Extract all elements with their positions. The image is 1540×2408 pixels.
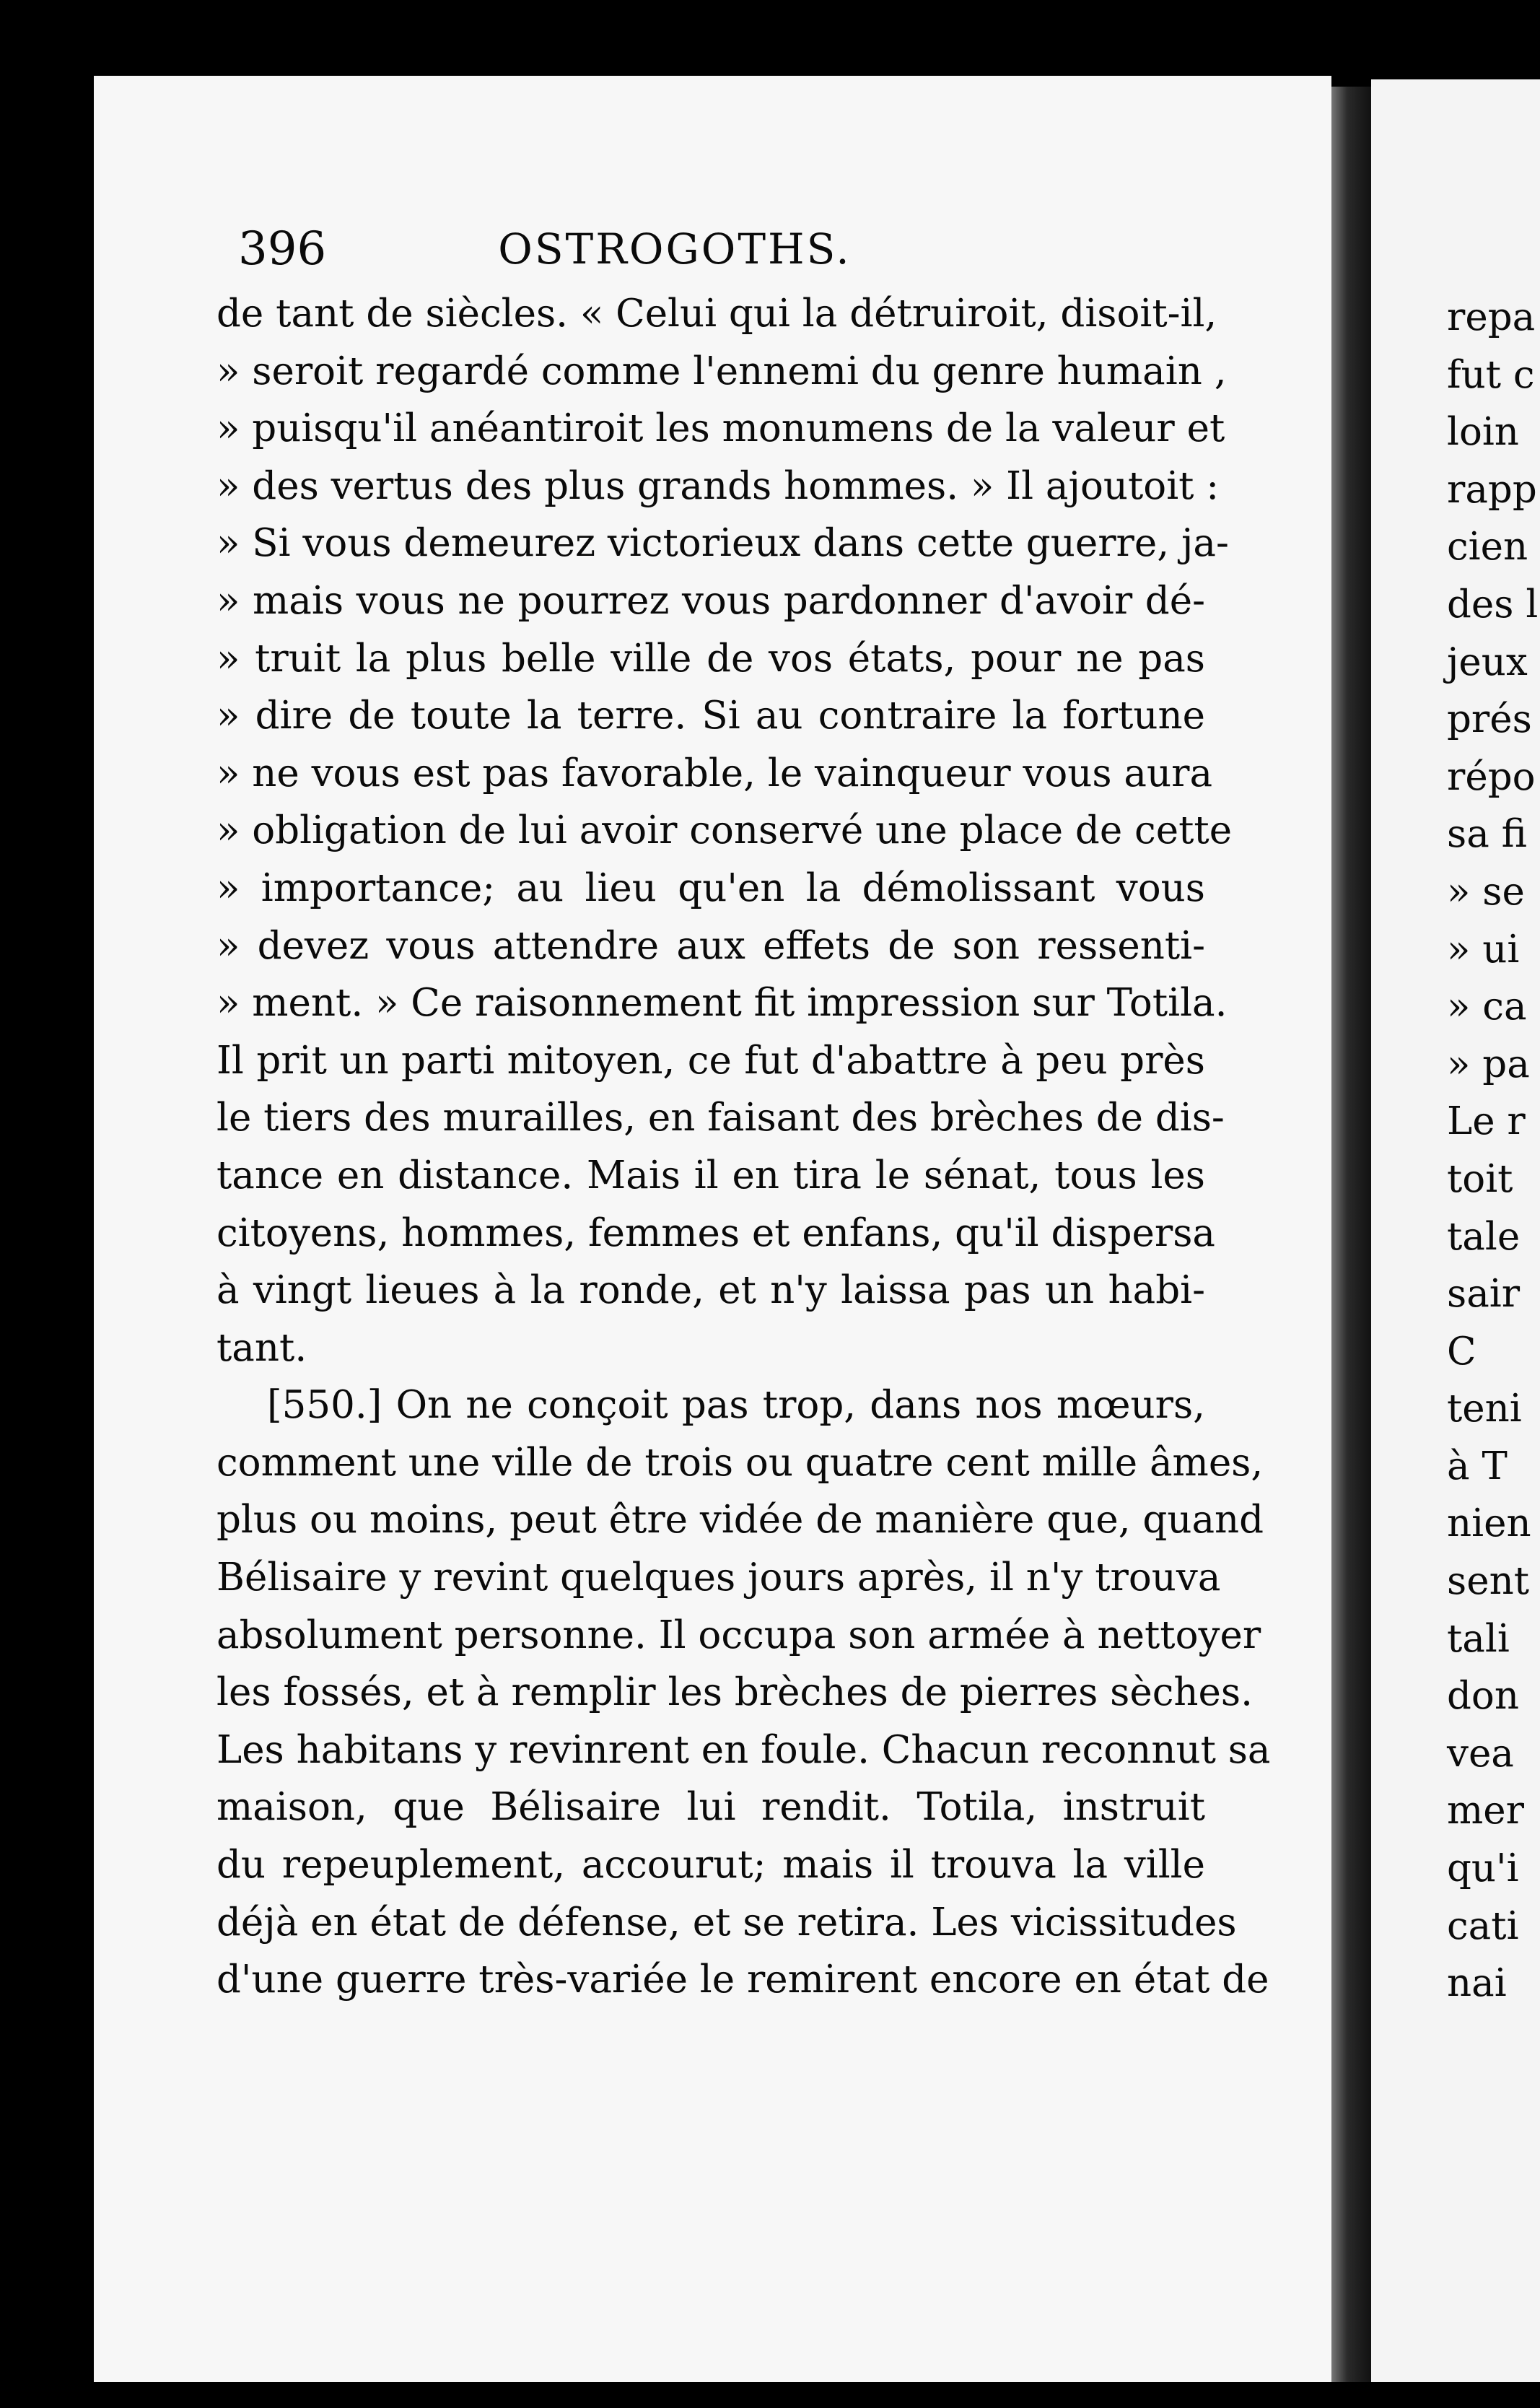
text-line: » seroit regardé comme l'ennemi du genre humain , [216, 349, 1227, 393]
facing-page-line: don [1447, 1674, 1519, 1719]
text-line: tance en distance. Mais il en tira le sénat, tous les [216, 1153, 1205, 1198]
text-line: » truit la plus belle ville de vos états, pour ne pas [216, 636, 1205, 681]
facing-page-line: qu'i [1447, 1846, 1519, 1891]
text-line: » Si vous demeurez victorieux dans cette guerre, ja- [216, 521, 1229, 566]
text-line: » ne vous est pas favorable, le vainqueur vous aura [216, 751, 1213, 795]
text-line: » ment. » Ce raisonnement fit impression sur Totila. [216, 981, 1228, 1026]
text-line: » devez vous attendre aux effets de son ressenti- [216, 923, 1205, 968]
facing-page-line: toit [1447, 1156, 1513, 1201]
facing-page-line: tali [1447, 1616, 1510, 1661]
facing-page-text [1447, 289, 1538, 2012]
facing-page-line: » ui [1447, 927, 1520, 972]
text-line: plus ou moins, peut être vidée de manière que, quand [216, 1498, 1264, 1543]
facing-page-line: mer [1447, 1789, 1524, 1833]
facing-page-line: nien [1447, 1501, 1531, 1546]
facing-page-line: repa [1447, 295, 1536, 339]
facing-page-line: sair [1447, 1272, 1521, 1317]
text-line: absolument personne. Il occupa son armée à nettoyer [216, 1613, 1261, 1657]
facing-page-line: teni [1447, 1387, 1522, 1431]
text-line: » importance; au lieu qu'en la démolissant vous [216, 865, 1205, 910]
running-title: OSTROGOTHS. [498, 224, 852, 274]
facing-page-line: répo [1447, 754, 1536, 799]
facing-page-line: Le r [1447, 1099, 1526, 1144]
text-line: de tant de siècles. « Celui qui la détruiroit, disoit-il, [216, 292, 1217, 336]
facing-page [1371, 79, 1540, 2382]
text-line: citoyens, hommes, femmes et enfans, qu'il dispersa [216, 1210, 1216, 1255]
text-line: du repeuplement, accourut; mais il trouva la ville [216, 1843, 1205, 1888]
facing-page-line: cien [1447, 525, 1528, 570]
facing-page-line: » ca [1447, 985, 1527, 1029]
text-line: » mais vous ne pourrez vous pardonner d'avoir dé- [216, 578, 1205, 623]
text-line: maison, que Bélisaire lui rendit. Totila, instruit [216, 1785, 1205, 1830]
text-line: [550.] On ne conçoit pas trop, dans nos mœurs, [267, 1383, 1205, 1428]
facing-page-line: nai [1447, 1961, 1507, 2006]
page-number: 396 [238, 222, 327, 276]
text-line: Il prit un parti mitoyen, ce fut d'abattre à peu près [216, 1038, 1205, 1083]
text-line: les fossés, et à remplir les brèches de pierres sèches. [216, 1670, 1253, 1715]
text-line: d'une guerre très-variée le remirent encore en état de [216, 1958, 1269, 2002]
running-head [144, 217, 1205, 282]
book-gutter [1331, 87, 1371, 2382]
text-line: » puisqu'il anéantiroit les monumens de la valeur et [216, 406, 1225, 451]
facing-page-line: loin [1447, 410, 1519, 455]
facing-page-line: C [1447, 1329, 1476, 1374]
text-line: à vingt lieues à la ronde, et n'y laissa pas un habi- [216, 1268, 1205, 1313]
text-line: » dire de toute la terre. Si au contraire la fortune [216, 694, 1205, 738]
facing-page-line: » se [1447, 869, 1525, 914]
text-line: tant. [216, 1325, 307, 1370]
facing-page-line: cati [1447, 1903, 1519, 1948]
text-line: déjà en état de défense, et se retira. Les vicissitudes [216, 1900, 1237, 1945]
text-line: » des vertus des plus grands hommes. » Il ajoutoit : [216, 463, 1220, 508]
facing-page-line: prés [1447, 697, 1532, 742]
facing-page-line: rapp [1447, 467, 1537, 512]
facing-page-line: sent [1447, 1559, 1529, 1604]
facing-page-line: sa fi [1447, 812, 1527, 857]
facing-page-line: tale [1447, 1214, 1521, 1259]
facing-page-line: fut c [1447, 352, 1535, 397]
facing-page-line: des l [1447, 582, 1539, 627]
facing-page-line: à T [1447, 1444, 1508, 1488]
text-line: Bélisaire y revint quelques jours après, il n'y trouva [216, 1556, 1221, 1600]
text-line: le tiers des murailles, en faisant des brèches de dis- [216, 1096, 1225, 1140]
text-line: comment une ville de trois ou quatre cent mille âmes, [216, 1440, 1264, 1485]
facing-page-line: » pa [1447, 1042, 1530, 1086]
text-line: Les habitans y revinrent en foule. Chacun reconnut sa [216, 1727, 1271, 1772]
facing-page-line: vea [1447, 1731, 1514, 1776]
facing-page-line: jeux [1447, 640, 1528, 684]
body-text [216, 285, 1271, 2009]
text-line: » obligation de lui avoir conservé une place de cette [216, 808, 1233, 853]
